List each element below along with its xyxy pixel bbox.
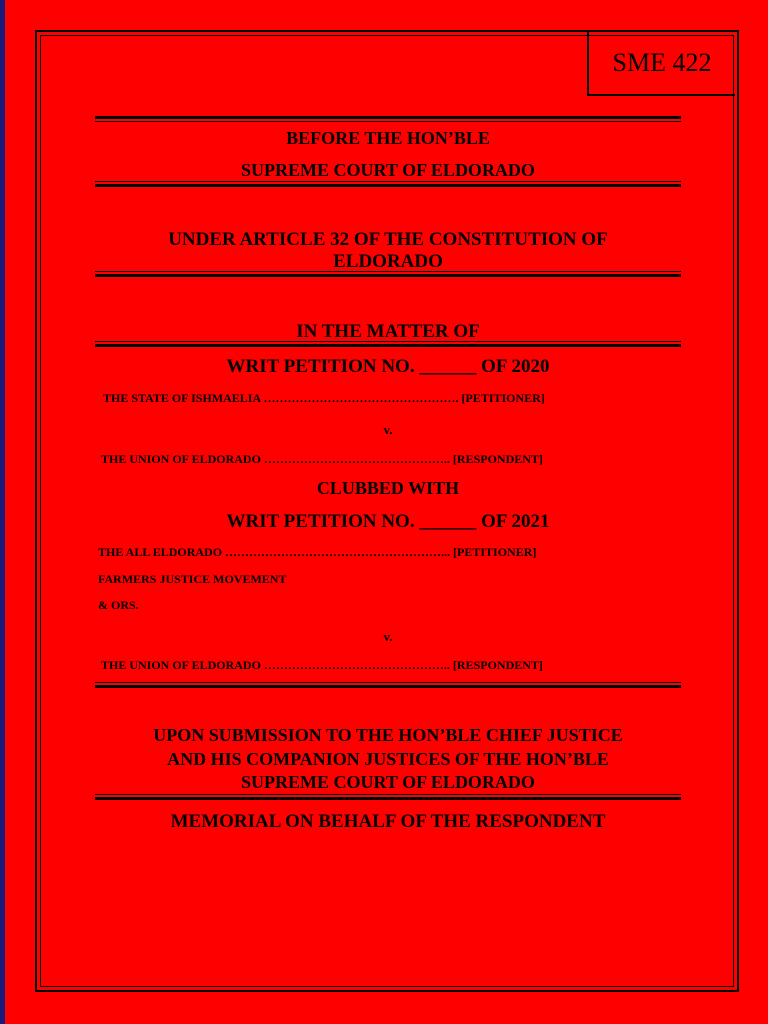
petition-1-title: WRIT PETITION NO. ______ OF 2020 [226, 356, 550, 377]
submission-line-3: SUPREME COURT OF ELDORADO [241, 772, 535, 792]
memorial-title: MEMORIAL ON BEHALF OF THE RESPONDENT [170, 811, 606, 832]
petition-1-petitioner: THE STATE OF ISHMAELIA …………………………………………. [PETITIONER] [103, 391, 545, 405]
petition-1-respondent: THE UNION OF ELDORADO ……………………………………….. [RESPONDENT] [101, 452, 543, 466]
petition-1-versus: v. [383, 422, 393, 437]
divider [95, 682, 681, 688]
court-line-1: BEFORE THE HON’BLE [286, 128, 490, 148]
matter-heading: IN THE MATTER OF [296, 321, 480, 342]
court-line-2: SUPREME COURT OF ELDORADO [241, 160, 535, 180]
divider [95, 341, 681, 347]
petition-2-petitioner-cont: FARMERS JUSTICE MOVEMENT [98, 572, 287, 586]
submission-line-2: AND HIS COMPANION JUSTICES OF THE HON’BLE [167, 749, 609, 769]
petition-2-petitioner: THE ALL ELDORADO ………………………………………………... [PETITIONER] [98, 545, 537, 559]
petition-2-title: WRIT PETITION NO. ______ OF 2021 [226, 511, 550, 532]
submission-line-1: UPON SUBMISSION TO THE HON’BLE CHIEF JUSTICE [153, 725, 623, 745]
clubbed-heading: CLUBBED WITH [316, 478, 460, 498]
document-code: SME 422 [587, 32, 735, 96]
divider [95, 181, 681, 187]
cover-page [5, 0, 768, 1024]
divider [95, 116, 681, 122]
divider [95, 271, 681, 277]
petition-2-versus: v. [383, 629, 393, 644]
article-line-1: UNDER ARTICLE 32 OF THE CONSTITUTION OF [168, 229, 608, 250]
divider [95, 794, 681, 800]
article-line-2: ELDORADO [333, 251, 443, 272]
petition-2-respondent: THE UNION OF ELDORADO ……………………………………….. [RESPONDENT] [101, 658, 543, 672]
petition-2-petitioner-ors: & ORS. [98, 598, 139, 612]
